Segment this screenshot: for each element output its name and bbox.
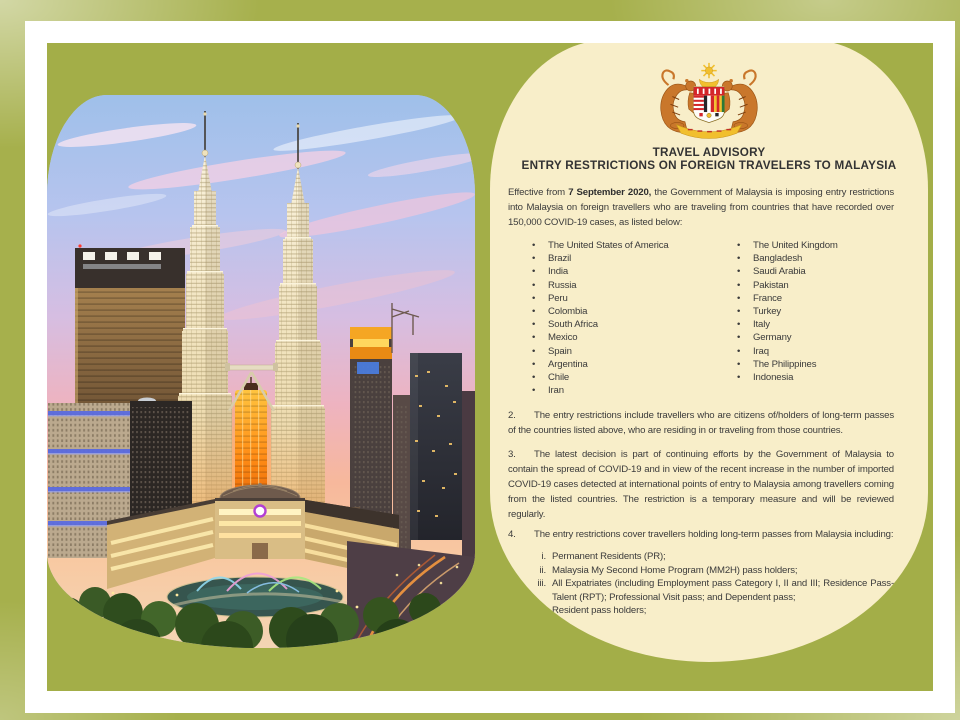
- shield: [694, 87, 725, 123]
- paragraph-2-text: The entry restrictions include travellers who are citizens of/holders of long-term passes of the countries listed above, who are residing in or traveling from those countries.: [508, 410, 894, 437]
- country-item: • Iraq: [737, 345, 838, 358]
- kuala-lumpur-skyline-illustration: [47, 95, 475, 648]
- country-item: • Mexico: [532, 331, 737, 344]
- country-item: • The United Kingdom: [737, 239, 838, 252]
- para1-suffix: the Government of Malaysia is imposing entry restrictions into Malaysia on foreign travellers who are traveling from countries that have recorded over 150,000 COVID-19 cases, as listed below:: [508, 187, 895, 228]
- paragraph-2: [508, 408, 894, 438]
- country-column-1: [532, 239, 737, 397]
- gold-tower: [75, 244, 185, 418]
- country-item: • India: [532, 265, 737, 278]
- country-item: • Argentina: [532, 358, 737, 371]
- country-item: • Italy: [737, 318, 838, 331]
- list-item-numeral: i.: [541, 551, 546, 563]
- streets: [347, 541, 475, 648]
- list-item: [530, 550, 894, 564]
- country-item: • Russia: [532, 279, 737, 292]
- country-column-2: [737, 239, 838, 397]
- list-item-text: All Expatriates (including Employment pass Category I, II and III; Residence Pass-Talent (RPT); Professional Visit pass; and Dependent pass;: [552, 578, 894, 603]
- inner-panel: [47, 43, 933, 691]
- country-list: [532, 239, 894, 397]
- list-item-text: Permanent Residents (PR);: [552, 551, 666, 563]
- country-item: • South Africa: [532, 318, 737, 331]
- petronas-towers-photo: [47, 95, 475, 648]
- country-item: • Iran: [532, 384, 737, 397]
- white-frame: [25, 21, 955, 713]
- travel-advisory-document: [490, 43, 928, 662]
- country-item: • Peru: [532, 292, 737, 305]
- list-item: [530, 604, 894, 618]
- country-item: • Germany: [737, 331, 838, 344]
- country-item: • Indonesia: [737, 371, 838, 384]
- pass-holder-list: [530, 550, 894, 618]
- list-item: [530, 564, 894, 578]
- list-item-numeral: iii.: [537, 578, 546, 590]
- paragraph-2-number: 2.: [508, 410, 516, 422]
- title-line-2: ENTRY RESTRICTIONS ON FOREIGN TRAVELERS TO MALAYSIA: [521, 159, 897, 172]
- paragraph-4-number: 4.: [508, 529, 516, 541]
- list-item-text: Malaysia My Second Home Program (MM2H) pass holders;: [552, 564, 798, 576]
- list-item-text: Resident pass holders;: [552, 605, 647, 617]
- list-item-numeral: iv.: [537, 605, 546, 617]
- document-body: [508, 185, 894, 618]
- document-title: [490, 146, 928, 172]
- country-item: • Colombia: [532, 305, 737, 318]
- country-item: • Chile: [532, 371, 737, 384]
- paragraph-3-number: 3.: [508, 449, 516, 461]
- paragraph-effective-date: [508, 185, 894, 230]
- country-item: • Brazil: [532, 252, 737, 265]
- country-item: • The Philippines: [737, 358, 838, 371]
- list-item: [530, 577, 894, 604]
- list-item-numeral: ii.: [539, 564, 546, 576]
- country-item: • Spain: [532, 345, 737, 358]
- title-line-1: TRAVEL ADVISORY: [652, 146, 766, 159]
- federal-star-and-crescent: [699, 63, 718, 89]
- country-item: • Pakistan: [737, 279, 838, 292]
- para1-prefix: Effective from: [508, 187, 569, 198]
- paragraph-4-text: The entry restrictions cover travellers holding long-term passes from Malaysia including:: [534, 529, 894, 541]
- country-item: • Saudi Arabia: [737, 265, 838, 278]
- paragraph-4: [508, 527, 894, 542]
- country-item: • Bangladesh: [737, 252, 838, 265]
- country-item: • France: [737, 292, 838, 305]
- para1-date: 7 September 2020,: [568, 187, 652, 198]
- malaysia-coat-of-arms-icon: [651, 60, 767, 139]
- country-item: • The United States of America: [532, 239, 737, 252]
- paragraph-3: [508, 447, 894, 522]
- country-item: • Turkey: [737, 305, 838, 318]
- paragraph-3-text: The latest decision is part of continuing efforts by the Government of Malaysia to contain the spread of COVID-19 and in view of the recent increase in the number of imported COVID-19 cases detected at international points of entry to Malaysia among travellers coming from the listed countries. The restriction is a temporary measure and will be reviewed regularly.: [508, 449, 894, 521]
